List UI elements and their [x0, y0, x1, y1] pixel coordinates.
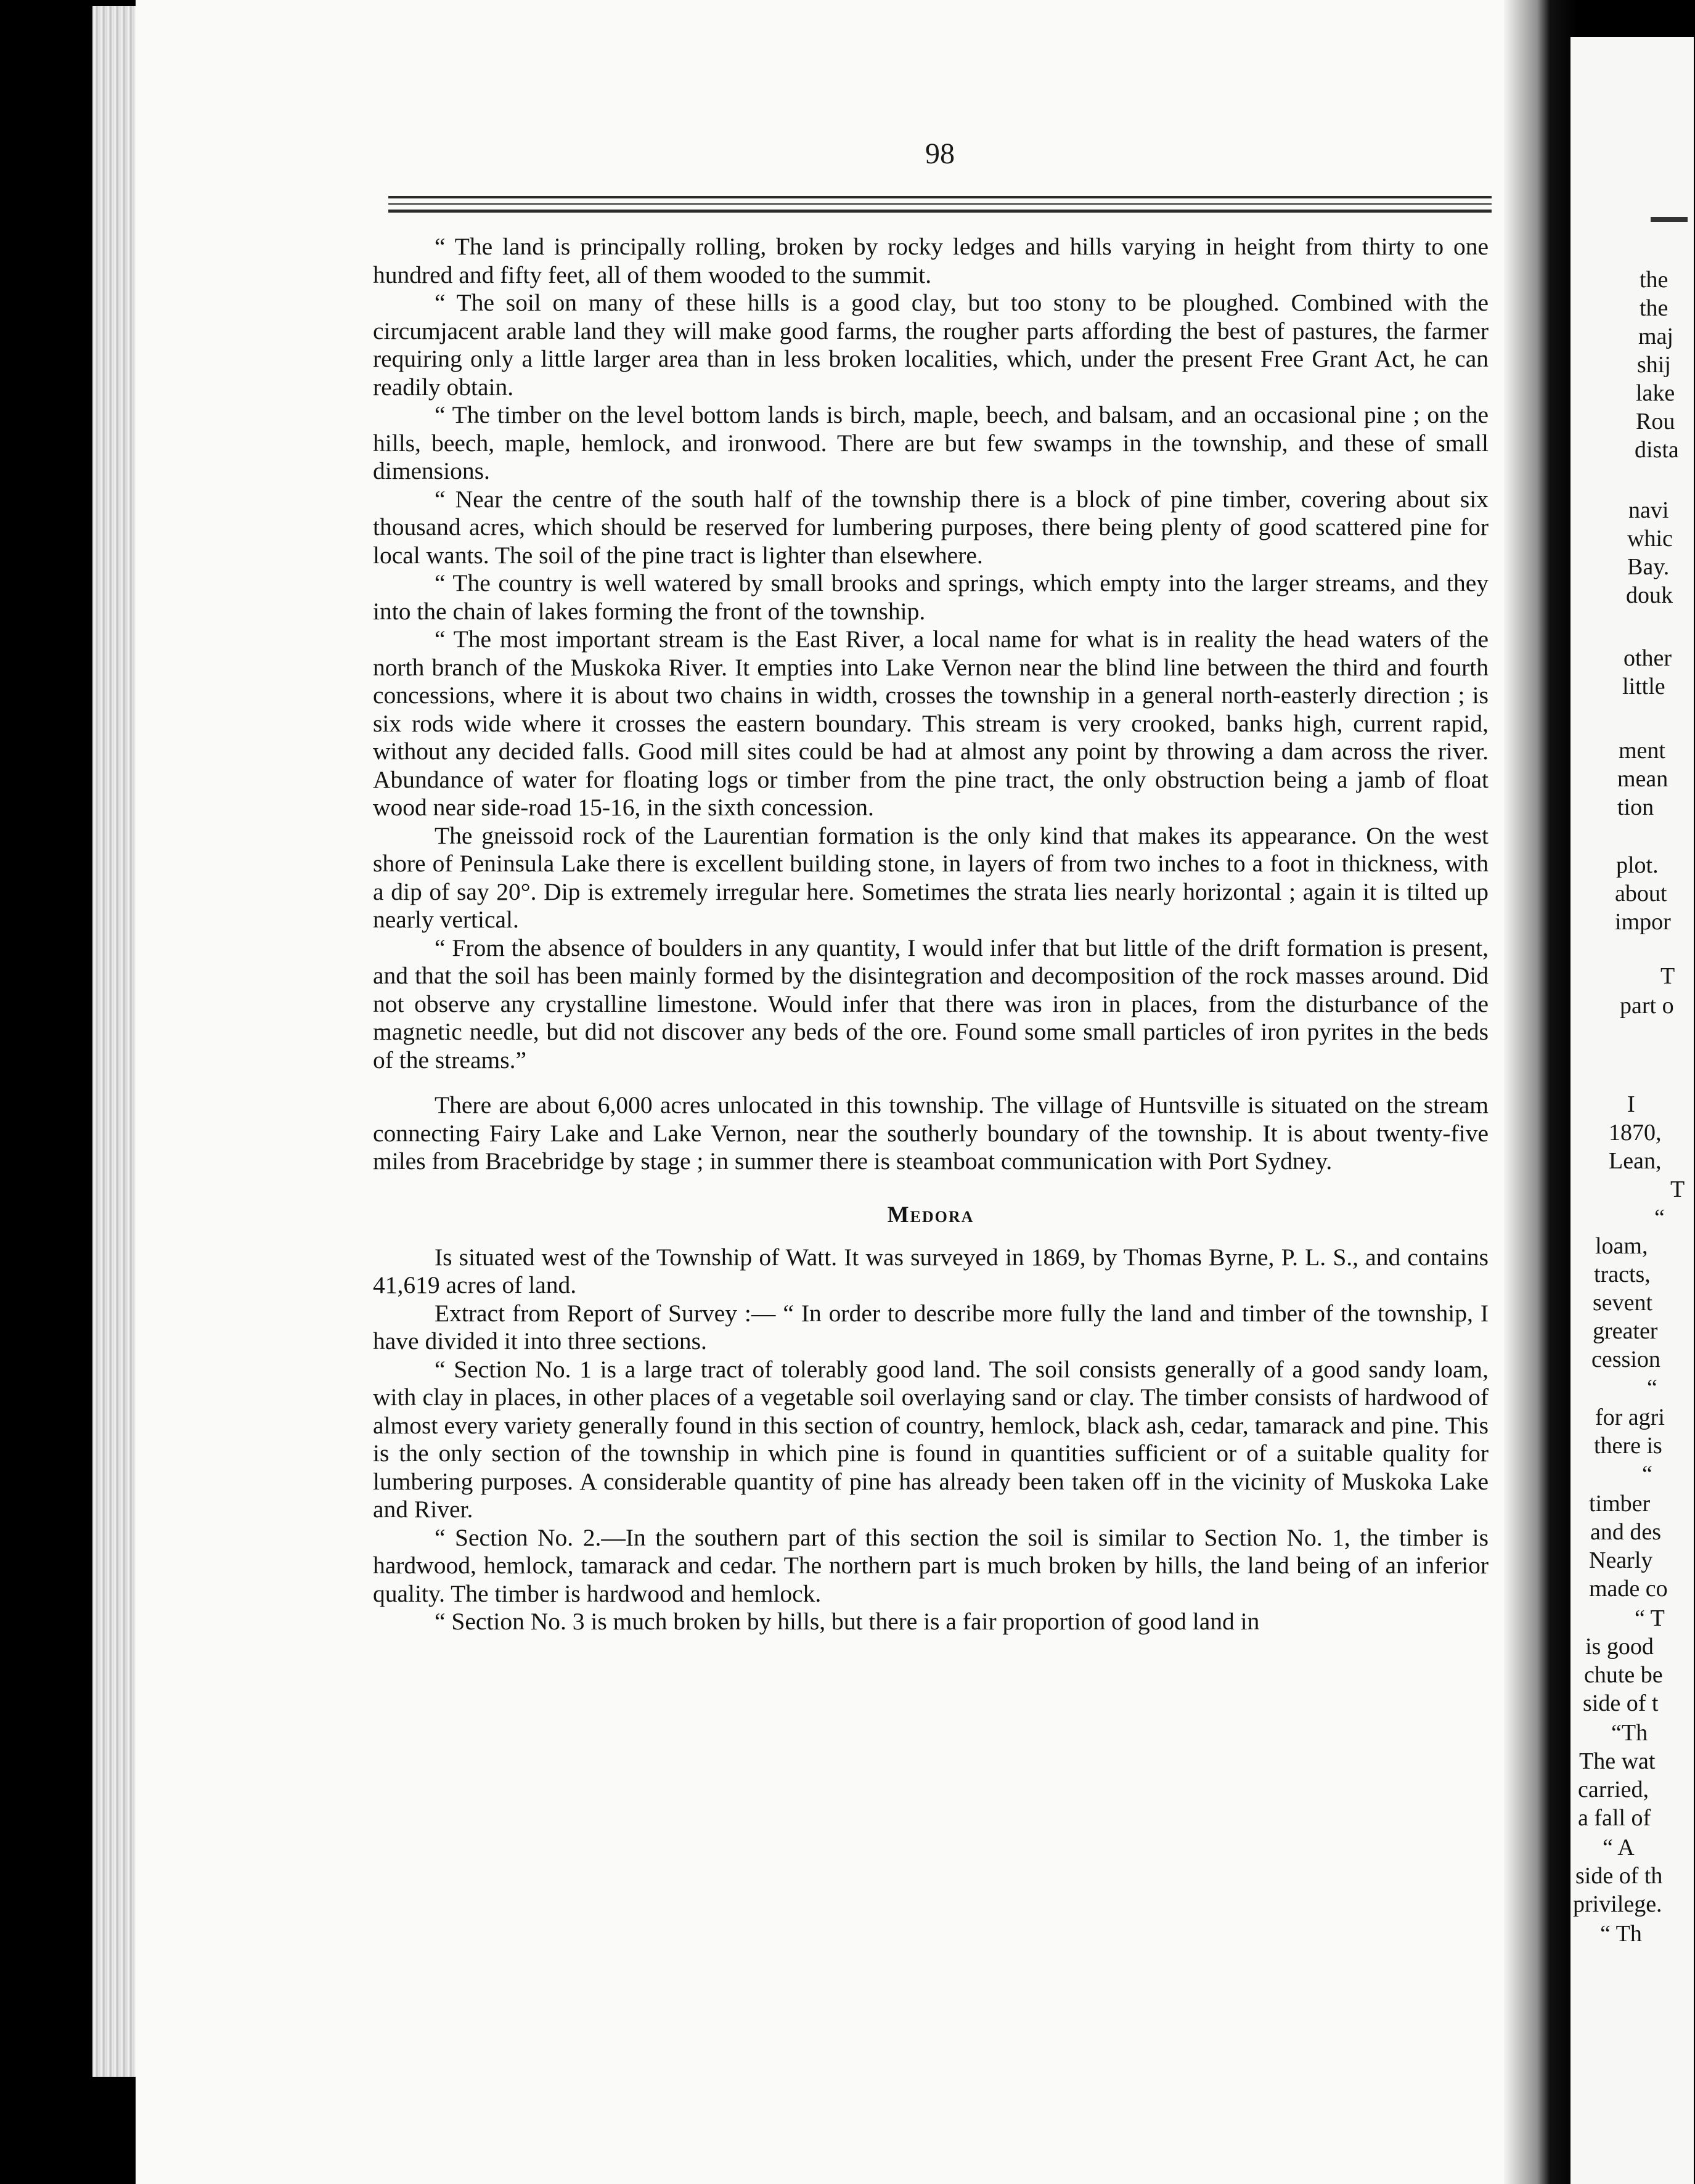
adjacent-page-fragment: whic: [1627, 526, 1673, 552]
adjacent-page-fragment: mean: [1617, 766, 1668, 792]
adjacent-page-fragment: side of t: [1583, 1690, 1659, 1716]
adjacent-page-fragment: loam,: [1595, 1233, 1648, 1259]
adjacent-page-fragment: “: [1647, 1375, 1657, 1401]
adjacent-page-fragment: plot.: [1616, 852, 1659, 878]
adjacent-page-fragment: 1870,: [1609, 1120, 1662, 1146]
adjacent-page-fragment: impor: [1615, 909, 1671, 935]
adjacent-page-fragment: shij: [1637, 352, 1671, 378]
paragraph: “ The country is well watered by small brooks and springs, which empty into the larger streams, and they into the chain of lakes forming the front of the township.: [373, 569, 1489, 625]
adjacent-page-fragment: the: [1640, 295, 1668, 321]
adjacent-page-fragment: other: [1624, 645, 1672, 671]
adjacent-page-fragment: “Th: [1611, 1720, 1648, 1746]
paragraph: “ The most important stream is the East River, a local name for what is in reality the head waters of the north branch of the Muskoka River. It empties into Lake Vernon near the blind line between the third and fourth concessions, where it is about two chains in width, crosses the township in a general north-easterly direction ; is six rods wide where it crosses the eastern boundary. This stream is very crooked, banks high, current rapid, without any decided falls. Good mill sites could be had at almost any point by throwing a dam across the river. Abundance of water for floating logs or timber from the pine tract, the only obstruction being a jamb of float wood near side-road 15-16, in the sixth concession.: [373, 625, 1489, 821]
header-rule-middle: [388, 203, 1492, 205]
adjacent-page-fragment: I: [1627, 1091, 1635, 1117]
adjacent-page-rule: [1651, 217, 1688, 222]
adjacent-page-fragment: cession: [1591, 1347, 1660, 1372]
adjacent-page-fragment: The wat: [1579, 1748, 1656, 1774]
adjacent-page-fragment: timber: [1589, 1491, 1651, 1517]
paragraph: “ The land is principally rolling, broken by rocky ledges and hills varying in height from thirty to one hundred and fifty feet, all of them wooded to the summit.: [373, 233, 1489, 288]
paragraph: “ Section No. 3 is much broken by hills, but there is a fair proportion of good land in: [435, 1608, 1260, 1635]
paragraph: Extract from Report of Survey :— “ In order to describe more fully the land and timber of the township, I have divided it into three sections.: [373, 1299, 1489, 1355]
adjacent-page-fragment: Bay.: [1627, 554, 1670, 580]
paragraph: The gneissoid rock of the Laurentian formation is the only kind that makes its appearance. On the west shore of Peninsula Lake there is excellent building stone, in layers of from two inches to a foot in thickness, with a dip of say 20°. Dip is extremely irregular here. Sometimes the strata lies nearly horizontal ; again it is tilted up nearly vertical.: [373, 821, 1489, 933]
adjacent-page-fragment: little: [1622, 674, 1665, 699]
header-rule-top: [388, 196, 1492, 198]
adjacent-page-fragment: navi: [1628, 497, 1669, 523]
section-heading: Medora: [887, 1202, 974, 1228]
adjacent-page-fragment: douk: [1626, 582, 1673, 608]
paragraph: “ Section No. 2.—In the southern part of this section the soil is similar to Section No. 1, the timber is hardwood, hemlock, tamarack and cedar. The northern part is much broken by hills, the land being of an inferior quality. The timber is hardwood and hemlock.: [373, 1523, 1489, 1607]
adjacent-page-fragment: lake: [1636, 380, 1675, 406]
adjacent-page-fragment: for agri: [1595, 1404, 1665, 1430]
page-number: 98: [925, 137, 955, 170]
paragraph: Is situated west of the Township of Watt. It was surveyed in 1869, by Thomas Byrne, P. L. S., and contains 41,619 acres of land.: [373, 1243, 1489, 1298]
adjacent-page-fragment: T: [1670, 1176, 1685, 1202]
adjacent-page-fragment: side of th: [1575, 1863, 1663, 1889]
adjacent-page-fragment: chute be: [1584, 1662, 1663, 1688]
text-column: [373, 233, 1489, 1636]
paragraph: “ The timber on the level bottom lands is birch, maple, beech, and balsam, and an occasional pine ; on the hills, beech, maple, hemlock, and ironwood. There are but few swamps in the township, and these of small dimensions.: [373, 401, 1489, 484]
adjacent-page-fragment: and des: [1590, 1519, 1662, 1545]
adjacent-page-fragment: dista: [1635, 437, 1679, 463]
adjacent-page-fragment: “ Th: [1600, 1921, 1642, 1947]
adjacent-page-fragment: made co: [1589, 1576, 1668, 1602]
adjacent-page-fragment: “: [1642, 1461, 1652, 1487]
adjacent-page-fragment: sevent: [1593, 1290, 1653, 1316]
adjacent-page-fragment: ment: [1619, 738, 1665, 764]
adjacent-page-fragment: Lean,: [1609, 1148, 1662, 1174]
paragraph: “ Section No. 1 is a large tract of tolerably good land. The soil consists generally of a good sandy loam, with clay in places, in other places of a vegetable soil overlaying sand or clay. The timber consists of hardwood of almost every variety generally found in this section of country, hemlock, black ash, cedar, tamarack and pine. This is the only section of the township in which pine is found in quantities sufficient or of a suitable quality for lumbering purposes. A considerable quantity of pine has already been taken off in the vicinity of Muskoka Lake and River.: [373, 1355, 1489, 1523]
adjacent-page-fragment: “ A: [1603, 1835, 1635, 1860]
adjacent-page-fragment: tracts,: [1594, 1261, 1651, 1287]
adjacent-page-fragment: “ T: [1635, 1605, 1665, 1631]
adjacent-page-fragment: there is: [1594, 1433, 1662, 1459]
adjacent-page-fragment: about: [1615, 881, 1667, 907]
adjacent-page-fragment: Rou: [1636, 409, 1675, 434]
adjacent-page-fragment: tion: [1617, 794, 1654, 820]
paragraph: “ Near the centre of the south half of the township there is a block of pine timber, covering about six thousand acres, which should be reserved for lumbering purposes, there being plenty of good scattered pine for local wants. The soil of the pine tract is lighter than elsewhere.: [373, 485, 1489, 569]
adjacent-page-fragment: the: [1640, 267, 1668, 293]
adjacent-page-fragment: a fall of: [1578, 1805, 1651, 1831]
book-gutter: [1504, 0, 1578, 2184]
paragraph: There are about 6,000 acres unlocated in this township. The village of Huntsville is situated on the stream connecting Fairy Lake and Lake Vernon, near the southerly boundary of the township. It is about twenty-five miles from Bracebridge by stage ; in summer there is steamboat communication with Port Sydney.: [373, 1091, 1489, 1175]
adjacent-page-fragment: part o: [1620, 993, 1674, 1019]
adjacent-page-fragment: “: [1654, 1205, 1665, 1231]
adjacent-page-fragment: privilege.: [1573, 1891, 1662, 1917]
adjacent-page-fragment: Nearly: [1589, 1547, 1653, 1573]
adjacent-page-fragment: is good: [1585, 1634, 1654, 1660]
paragraph: “ From the absence of boulders in any quantity, I would infer that but little of the drift formation is present, and that the soil has been mainly formed by the disintegration and decomposition of the rock masses around. Did not observe any crystalline limestone. Would infer that there was iron in places, from the disturbance of the magnetic needle, but did not discover any beds of the ore. Found some small particles of iron pyrites in the beds of the streams.”: [373, 934, 1489, 1074]
header-rule-bottom: [388, 210, 1492, 213]
adjacent-page-fragment: carried,: [1578, 1777, 1649, 1803]
adjacent-page-fragment: greater: [1593, 1318, 1658, 1344]
paragraph: “ The soil on many of these hills is a good clay, but too stony to be ploughed. Combined with the circumjacent arable land they will make good farms, the rougher parts affording the best of pastures, the farmer requiring only a little larger area than in less broken localities, which, under the present Free Grant Act, he can readily obtain.: [373, 289, 1489, 401]
adjacent-page-fragment: maj: [1638, 324, 1673, 349]
adjacent-page-fragment: T: [1660, 963, 1675, 989]
